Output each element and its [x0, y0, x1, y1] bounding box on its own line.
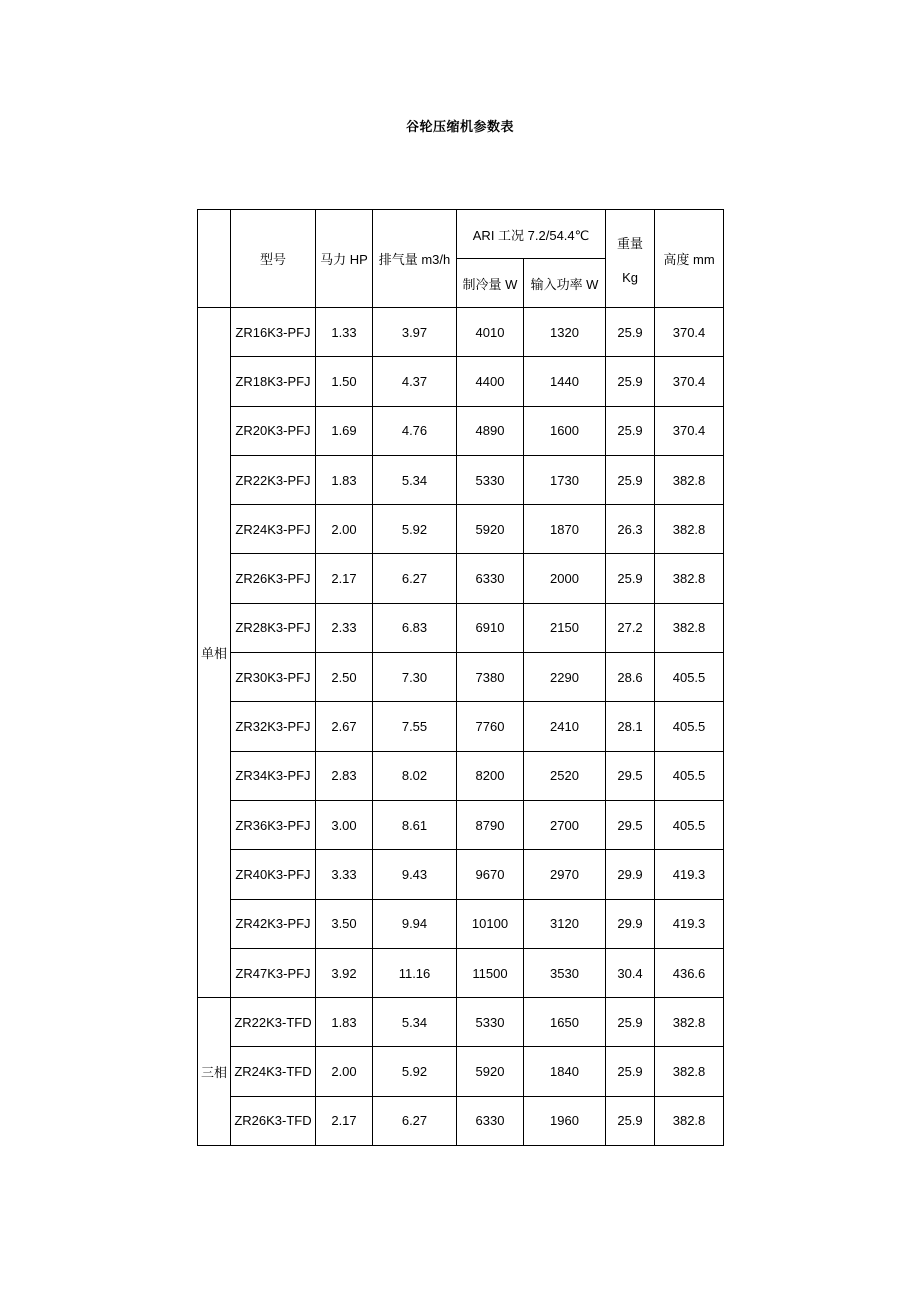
height-cell: 382.8 — [655, 1096, 724, 1145]
height-cell: 382.8 — [655, 1047, 724, 1096]
height-cell: 370.4 — [655, 406, 724, 455]
hp-cell: 2.67 — [316, 702, 373, 751]
weight-cell: 25.9 — [606, 1047, 655, 1096]
hp-cell: 2.00 — [316, 1047, 373, 1096]
hp-cell: 2.17 — [316, 1096, 373, 1145]
cooling-cell: 10100 — [457, 899, 524, 948]
table-row — [198, 751, 724, 800]
hp-cell: 2.00 — [316, 505, 373, 554]
hp-cell: 1.33 — [316, 308, 373, 357]
table-row — [198, 357, 724, 406]
power-cell: 2520 — [524, 751, 606, 800]
displacement-cell: 8.02 — [373, 751, 457, 800]
power-cell: 1960 — [524, 1096, 606, 1145]
height-cell: 405.5 — [655, 702, 724, 751]
header-weight-unit: Kg — [622, 269, 638, 285]
displacement-cell: 6.27 — [373, 1096, 457, 1145]
header-cooling: 制冷量 W — [457, 259, 524, 308]
cooling-cell: 5330 — [457, 998, 524, 1047]
hp-cell: 2.17 — [316, 554, 373, 603]
power-cell: 1600 — [524, 406, 606, 455]
weight-cell: 25.9 — [606, 357, 655, 406]
power-cell: 3120 — [524, 899, 606, 948]
model-cell: ZR26K3-PFJ — [231, 554, 316, 603]
table-row — [198, 800, 724, 849]
height-cell: 405.5 — [655, 751, 724, 800]
model-cell: ZR32K3-PFJ — [231, 702, 316, 751]
model-cell: ZR22K3-TFD — [231, 998, 316, 1047]
cooling-cell: 4400 — [457, 357, 524, 406]
header-displacement: 排气量 m3/h — [373, 210, 457, 308]
height-cell: 370.4 — [655, 357, 724, 406]
height-cell: 419.3 — [655, 899, 724, 948]
cooling-cell: 7760 — [457, 702, 524, 751]
weight-cell: 29.9 — [606, 850, 655, 899]
height-cell: 382.8 — [655, 455, 724, 504]
power-cell: 1650 — [524, 998, 606, 1047]
weight-cell: 25.9 — [606, 998, 655, 1047]
weight-cell: 28.6 — [606, 653, 655, 702]
cooling-cell: 11500 — [457, 948, 524, 997]
table-row — [198, 505, 724, 554]
hp-cell: 2.50 — [316, 653, 373, 702]
power-cell: 1730 — [524, 455, 606, 504]
hp-cell: 1.83 — [316, 998, 373, 1047]
cooling-cell: 7380 — [457, 653, 524, 702]
model-cell: ZR28K3-PFJ — [231, 603, 316, 652]
table-row — [198, 603, 724, 652]
height-cell: 382.8 — [655, 603, 724, 652]
displacement-cell: 4.37 — [373, 357, 457, 406]
header-ari-condition: ARI 工况 7.2/54.4℃ — [457, 210, 606, 259]
cooling-cell: 8790 — [457, 800, 524, 849]
header-hp: 马力 HP — [316, 210, 373, 308]
table-row — [198, 406, 724, 455]
model-cell: ZR42K3-PFJ — [231, 899, 316, 948]
weight-cell: 26.3 — [606, 505, 655, 554]
displacement-cell: 7.30 — [373, 653, 457, 702]
table-row — [198, 948, 724, 997]
power-cell: 2700 — [524, 800, 606, 849]
weight-cell: 27.2 — [606, 603, 655, 652]
displacement-cell: 6.83 — [373, 603, 457, 652]
displacement-cell: 8.61 — [373, 800, 457, 849]
hp-cell: 2.83 — [316, 751, 373, 800]
hp-cell: 1.50 — [316, 357, 373, 406]
power-cell: 1440 — [524, 357, 606, 406]
power-cell: 2000 — [524, 554, 606, 603]
model-cell: ZR20K3-PFJ — [231, 406, 316, 455]
power-cell: 2410 — [524, 702, 606, 751]
height-cell: 382.8 — [655, 554, 724, 603]
cooling-cell: 4890 — [457, 406, 524, 455]
model-cell: ZR16K3-PFJ — [231, 308, 316, 357]
hp-cell: 1.69 — [316, 406, 373, 455]
model-cell: ZR24K3-PFJ — [231, 505, 316, 554]
cooling-cell: 6910 — [457, 603, 524, 652]
table-row — [198, 308, 724, 357]
weight-cell: 25.9 — [606, 1096, 655, 1145]
header-row-1 — [198, 210, 724, 259]
header-weight — [606, 210, 655, 308]
displacement-cell: 5.92 — [373, 1047, 457, 1096]
table-row — [198, 1047, 724, 1096]
table-row — [198, 899, 724, 948]
weight-cell: 25.9 — [606, 406, 655, 455]
weight-cell: 25.9 — [606, 455, 655, 504]
hp-cell: 3.00 — [316, 800, 373, 849]
weight-cell: 29.5 — [606, 800, 655, 849]
header-power: 输入功率 W — [524, 259, 606, 308]
table-row — [198, 455, 724, 504]
weight-cell: 29.5 — [606, 751, 655, 800]
hp-cell: 3.50 — [316, 899, 373, 948]
displacement-cell: 11.16 — [373, 948, 457, 997]
displacement-cell: 6.27 — [373, 554, 457, 603]
model-cell: ZR47K3-PFJ — [231, 948, 316, 997]
header-model: 型号 — [231, 210, 316, 308]
model-cell: ZR36K3-PFJ — [231, 800, 316, 849]
table-row — [198, 653, 724, 702]
page-title: 谷轮压缩机参数表 — [405, 119, 514, 134]
cooling-cell: 9670 — [457, 850, 524, 899]
cooling-cell: 6330 — [457, 554, 524, 603]
weight-cell: 25.9 — [606, 554, 655, 603]
weight-cell: 30.4 — [606, 948, 655, 997]
height-cell: 382.8 — [655, 998, 724, 1047]
table-row — [198, 702, 724, 751]
power-cell: 2150 — [524, 603, 606, 652]
model-cell: ZR34K3-PFJ — [231, 751, 316, 800]
power-cell: 2970 — [524, 850, 606, 899]
displacement-cell: 9.43 — [373, 850, 457, 899]
height-cell: 436.6 — [655, 948, 724, 997]
height-cell: 405.5 — [655, 653, 724, 702]
power-cell: 1840 — [524, 1047, 606, 1096]
table-row — [198, 998, 724, 1047]
cooling-cell: 8200 — [457, 751, 524, 800]
model-cell: ZR40K3-PFJ — [231, 850, 316, 899]
power-cell: 1870 — [524, 505, 606, 554]
hp-cell: 1.83 — [316, 455, 373, 504]
model-cell: ZR30K3-PFJ — [231, 653, 316, 702]
height-cell: 419.3 — [655, 850, 724, 899]
model-cell: ZR18K3-PFJ — [231, 357, 316, 406]
displacement-cell: 3.97 — [373, 308, 457, 357]
height-cell: 370.4 — [655, 308, 724, 357]
displacement-cell: 7.55 — [373, 702, 457, 751]
weight-cell: 28.1 — [606, 702, 655, 751]
table-row — [198, 554, 724, 603]
displacement-cell: 4.76 — [373, 406, 457, 455]
phase-group-label: 三相 — [198, 998, 231, 1146]
displacement-cell: 5.34 — [373, 455, 457, 504]
hp-cell: 2.33 — [316, 603, 373, 652]
height-cell: 382.8 — [655, 505, 724, 554]
model-cell: ZR22K3-PFJ — [231, 455, 316, 504]
cooling-cell: 5330 — [457, 455, 524, 504]
power-cell: 1320 — [524, 308, 606, 357]
displacement-cell: 9.94 — [373, 899, 457, 948]
header-height: 高度 mm — [655, 210, 724, 308]
displacement-cell: 5.92 — [373, 505, 457, 554]
displacement-cell: 5.34 — [373, 998, 457, 1047]
table-row — [198, 850, 724, 899]
compressor-spec-table — [197, 209, 724, 1146]
weight-cell: 29.9 — [606, 899, 655, 948]
cooling-cell: 5920 — [457, 505, 524, 554]
cooling-cell: 5920 — [457, 1047, 524, 1096]
model-cell: ZR26K3-TFD — [231, 1096, 316, 1145]
power-cell: 3530 — [524, 948, 606, 997]
cooling-cell: 4010 — [457, 308, 524, 357]
height-cell: 405.5 — [655, 800, 724, 849]
table-row — [198, 1096, 724, 1145]
phase-group-label: 单相 — [198, 308, 231, 998]
hp-cell: 3.92 — [316, 948, 373, 997]
hp-cell: 3.33 — [316, 850, 373, 899]
model-cell: ZR24K3-TFD — [231, 1047, 316, 1096]
group-header-cell — [198, 210, 231, 308]
power-cell: 2290 — [524, 653, 606, 702]
cooling-cell: 6330 — [457, 1096, 524, 1145]
weight-cell: 25.9 — [606, 308, 655, 357]
header-weight-label: 重量 — [617, 235, 644, 251]
